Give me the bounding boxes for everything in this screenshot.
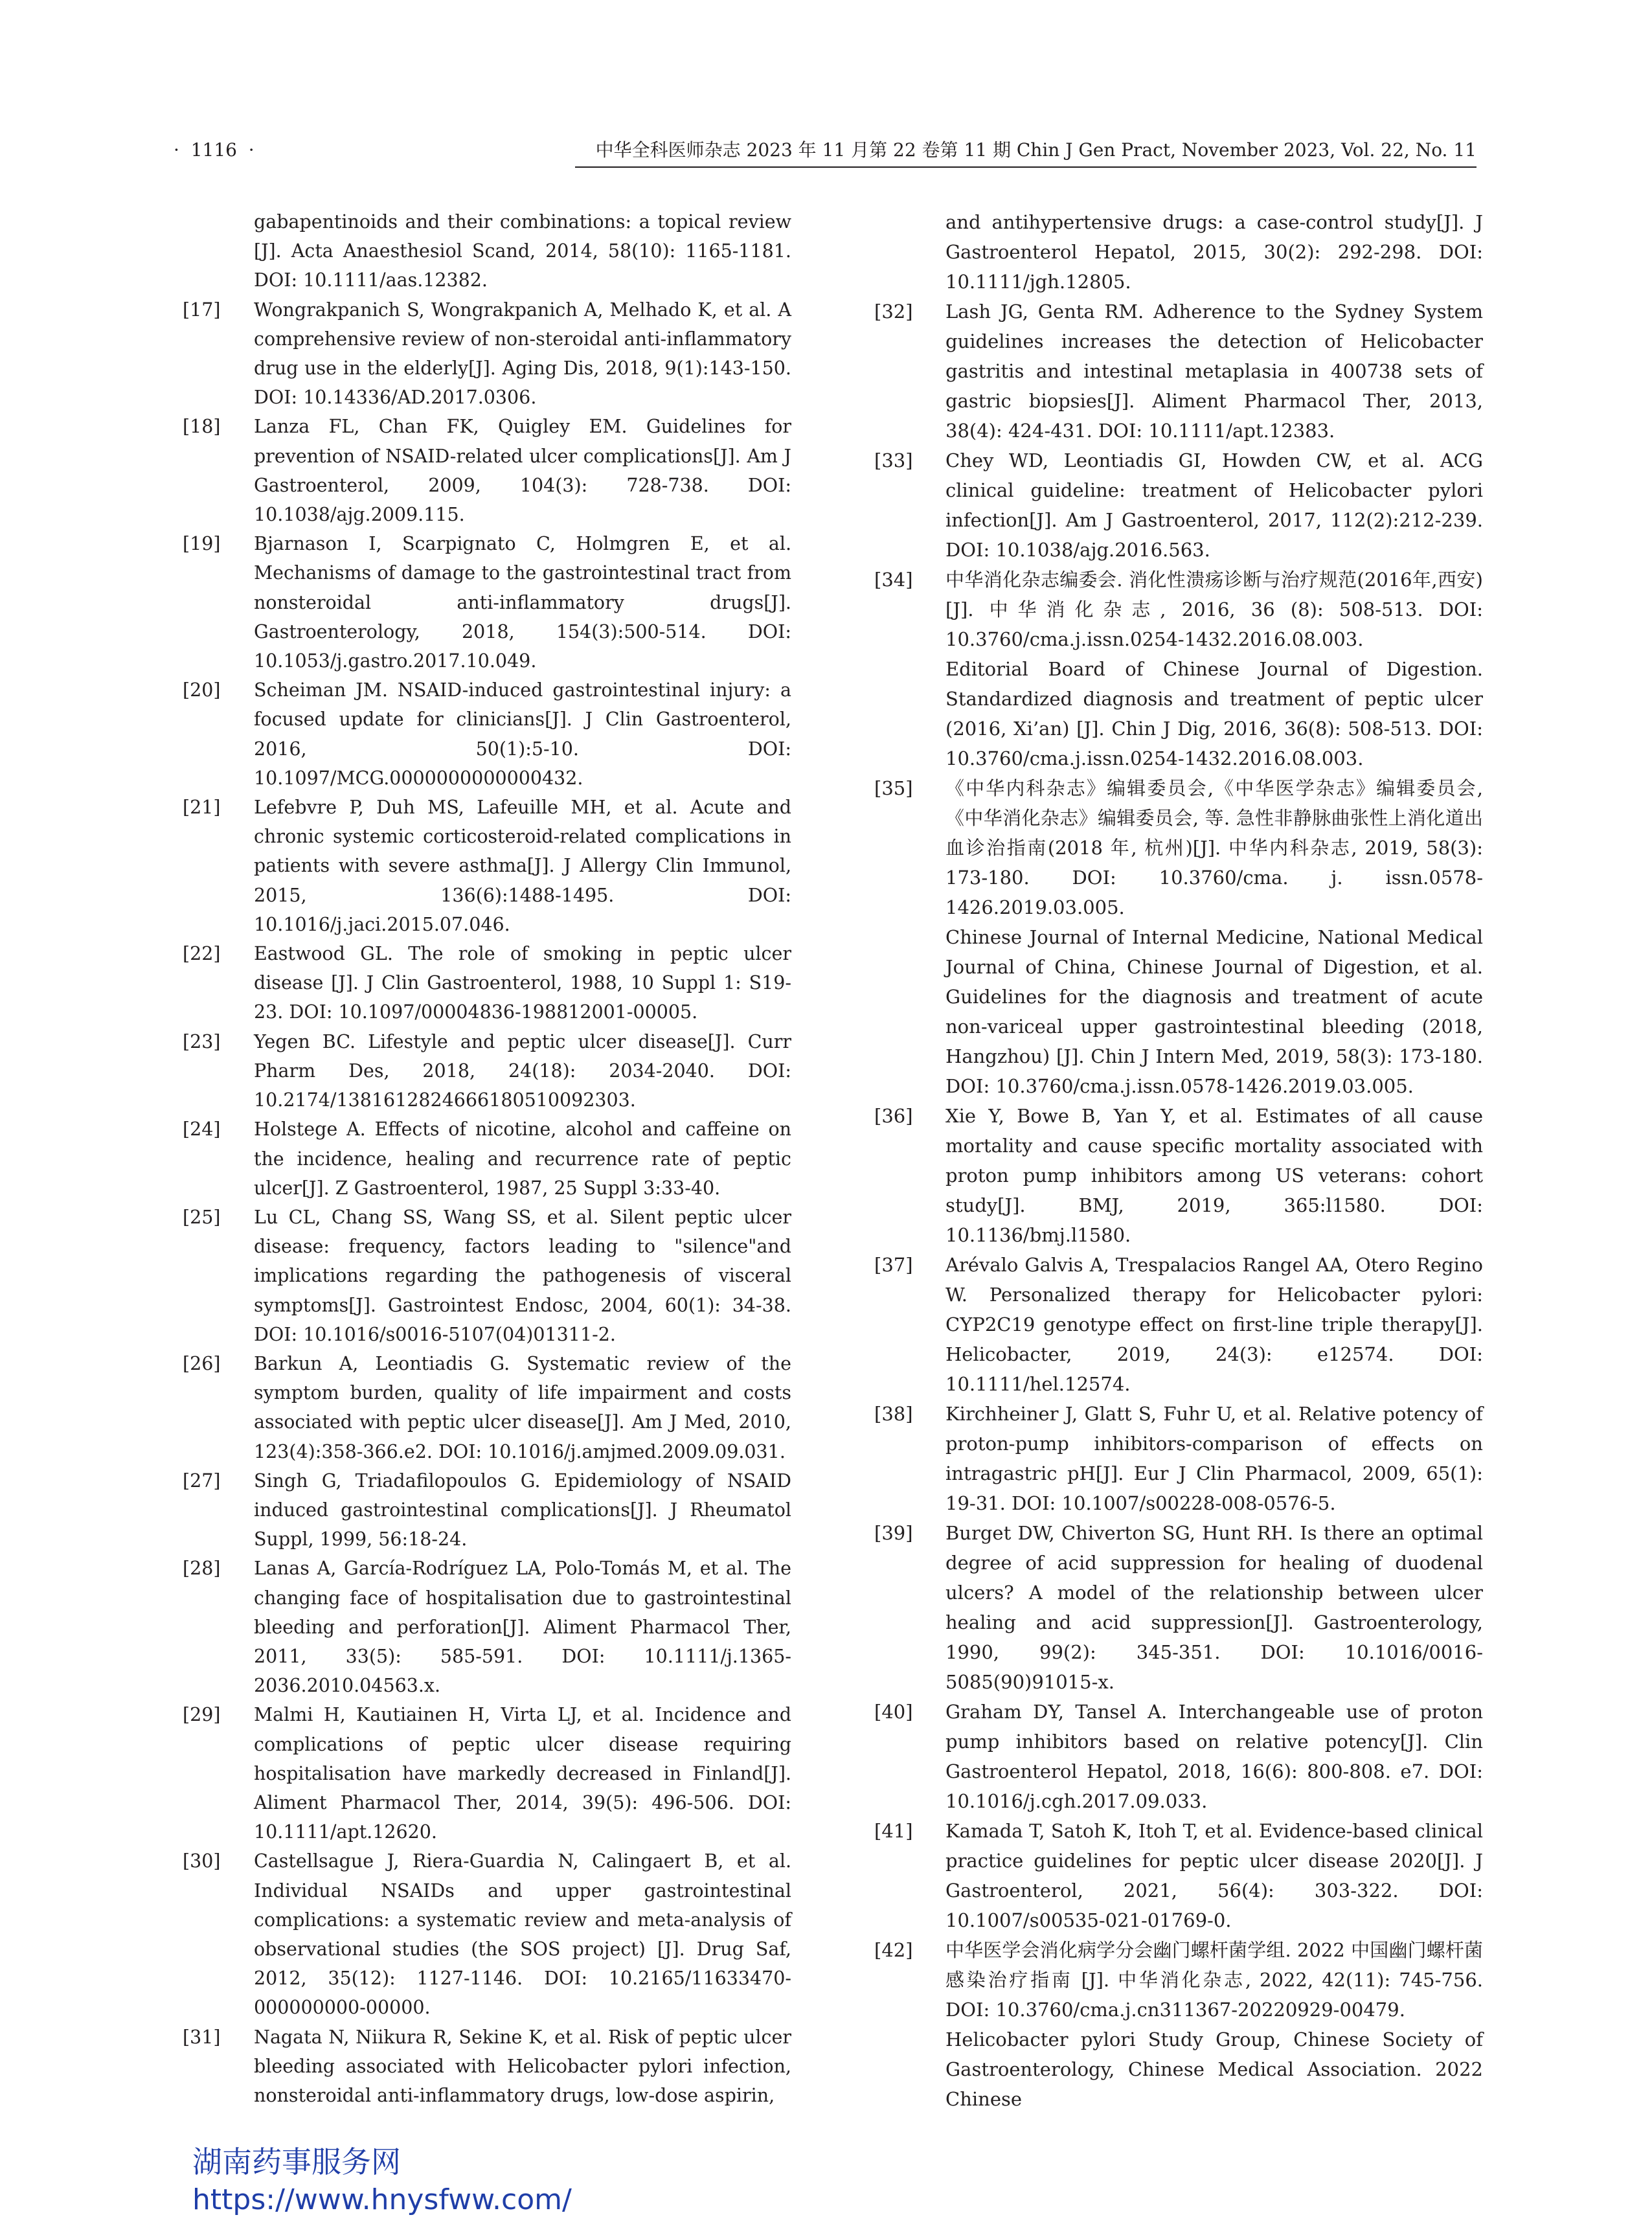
reference-item [874,1816,1483,1935]
reference-item [874,297,1483,446]
reference-number: [40] [874,1701,913,1723]
reference-item [874,1250,1483,1399]
reference-item [874,1518,1483,1697]
reference-item [183,1349,791,1466]
reference-text: Singh G, Triadafilopoulos G. Epidemiology of NSAID induced gastrointestinal complications[J]. J Rheumatol Suppl, 1999, 56:18-24. [254,1470,791,1550]
reference-item [183,1203,791,1349]
reference-continuation [874,207,1483,297]
reference-text: Chey WD, Leontiadis GI, Howden CW, et al. ACG clinical guideline: treatment of Helicobacter pylori infection[J]. Am J Gastroenterol, 2017, 112(2):212-239. DOI: 10.1038/ajg.2016.563. [945,449,1483,561]
header-rule [575,166,1477,168]
reference-text-block [254,1554,791,1700]
reference-text-block [254,1349,791,1466]
reference-text-block [945,1816,1483,1935]
references-left-column [183,207,791,2110]
reference-text-block [254,1700,791,1846]
reference-number: [29] [183,1704,221,1726]
reference-number: [36] [874,1105,913,1127]
reference-text-block [945,1518,1483,1697]
reference-text: Barkun A, Leontiadis G. Systematic review of the symptom burden, quality of life impairment and costs associated with peptic ulcer disease[J]. Am J Med, 2010, 123(4):358-366.e2. DOI: 10.1016/j.amjmed.2009.09.031. [254,1352,791,1462]
reference-item [874,773,1483,1101]
reference-text-block [945,1399,1483,1518]
reference-text-block [254,793,791,939]
reference-text: Lash JG, Genta RM. Adherence to the Sydney System guidelines increases the detection of Helicobacter gastritis and intestinal metaplasia in 400738 sets of gastric biopsies[J]. Aliment Pharmacol Ther, 2013, 38(4): 424-431. DOI: 10.1111/apt.12383. [945,301,1483,442]
reference-text: Bjarnason I, Scarpignato C, Holmgren E, et al. Mechanisms of damage to the gastrointestinal tract from nonsteroidal anti-inflammatory drugs[J]. Gastroenterology, 2018, 154(3):500-514. DOI: 10.1053/j.gastro.2017.10.049. [254,533,791,672]
reference-number: [30] [183,1850,221,1872]
reference-translation: Chinese Journal of Internal Medicine, National Medical Journal of China, Chinese Journal of Digestion, et al. Guidelines for the diagnosis and treatment of acute non-variceal upper gastrointestinal bleeding (2018, Hangzhou) [J]. Chin J Intern Med, 2019, 58(3): 173-180. DOI: 10.3760/cma.j.issn.0578-1426.2019.03.005. [945,926,1483,1097]
reference-text: Nagata N, Niikura R, Sekine K, et al. Risk of peptic ulcer bleeding associated with Helicobacter pylori infection, nonsteroidal anti-inflammatory drugs, low-dose aspirin, [254,2026,791,2106]
reference-text-block [945,1250,1483,1399]
reference-item [183,1115,791,1203]
reference-text-block [945,297,1483,446]
reference-item [183,939,791,1027]
reference-item [874,565,1483,773]
reference-text: Arévalo Galvis A, Trespalacios Rangel AA, Otero Regino W. Personalized therapy for Helicobacter pylori: CYP2C19 genotype effect on first-line triple therapy[J]. Helicobacter, 2019, 24(3): e12574. DOI: 10.1111/hel.12574. [945,1254,1483,1395]
reference-text-block [254,295,791,413]
reference-text-block [945,565,1483,773]
reference-text-block [254,939,791,1027]
reference-text-block [945,446,1483,565]
reference-text: Malmi H, Kautiainen H, Virta LJ, et al. Incidence and complications of peptic ulcer disease requiring hospitalisation have markedly decreased in Finland[J]. Aliment Pharmacol Ther, 2014, 39(5): 496-506. DOI: 10.1111/apt.12620. [254,1704,791,1843]
reference-text-block [254,1466,791,1554]
reference-text: 中华消化杂志编委会. 消化性溃疡诊断与治疗规范(2016年,西安) [J]. 中华消化杂志, 2016, 36 (8): 508-513. DOI: 10.3760/cma.j.issn.0254-1432.2016.08.003. [945,569,1483,650]
reference-item [183,295,791,413]
reference-number: [23] [183,1030,221,1052]
reference-text-block [254,412,791,529]
reference-number: [27] [183,1470,221,1492]
reference-number: [24] [183,1119,221,1141]
reference-number: [41] [874,1820,913,1842]
reference-text-block [254,1203,791,1349]
reference-text-block [945,207,1483,297]
reference-number: [33] [874,449,913,471]
reference-text-block [254,2023,791,2111]
reference-number: [22] [183,943,221,965]
reference-continuation [183,207,791,295]
reference-item [874,446,1483,565]
reference-text: Holstege A. Effects of nicotine, alcohol and caffeine on the incidence, healing and recurrence rate of peptic ulcer[J]. Z Gastroenterol, 1987, 25 Suppl 3:33-40. [254,1119,791,1199]
reference-text-block [254,1115,791,1203]
reference-number: [35] [874,777,913,799]
watermark-url[interactable]: https://www.hnysfww.com/ [192,2183,572,2216]
reference-number: [38] [874,1403,913,1425]
reference-number: [39] [874,1522,913,1544]
reference-text-block [945,1935,1483,2114]
reference-item [874,1935,1483,2114]
reference-number: [25] [183,1206,221,1228]
reference-text: Lefebvre P, Duh MS, Lafeuille MH, et al. Acute and chronic systemic corticosteroid-related complications in patients with severe asthma[J]. J Allergy Clin Immunol, 2015, 136(6):1488-1495. DOI: 10.1016/j.jaci.2015.07.046. [254,797,791,935]
reference-item [874,1399,1483,1518]
reference-item [874,1101,1483,1250]
reference-text: Wongrakpanich S, Wongrakpanich A, Melhado K, et al. A comprehensive review of non-steroidal anti-inflammatory drug use in the elderly[J]. Aging Dis, 2018, 9(1):143-150. DOI: 10.14336/AD.2017.0306. [254,299,791,409]
reference-text-block [945,1697,1483,1816]
reference-text-block [945,1101,1483,1250]
reference-number: [28] [183,1558,221,1580]
reference-item [183,1846,791,2022]
reference-number: [18] [183,416,221,438]
reference-number: [19] [183,533,221,555]
reference-number: [34] [874,569,913,591]
reference-translation: Editorial Board of Chinese Journal of Digestion. Standardized diagnosis and treatment of peptic ulcer (2016, Xi’an) [J]. Chin J Dig, 2016, 36(8): 508-513. DOI: 10.3760/cma.j.issn.0254-1432.2016.08.003. [945,658,1483,769]
reference-text: Lu CL, Chang SS, Wang SS, et al. Silent peptic ulcer disease: frequency, factors leading to "silence"and implications regarding the pathogenesis of visceral symptoms[J]. Gastrointest Endosc, 2004, 60(1): 34-38. DOI: 10.1016/s0016-5107(04)01311-2. [254,1206,791,1345]
reference-number: [21] [183,797,221,819]
reference-item [183,2023,791,2111]
reference-text: Lanza FL, Chan FK, Quigley EM. Guidelines for prevention of NSAID-related ulcer complications[J]. Am J Gastroenterol, 2009, 104(3): 728-738. DOI: 10.1038/ajg.2009.115. [254,416,791,526]
reference-text: gabapentinoids and their combinations: a topical review [J]. Acta Anaesthesiol Scand, 2014, 58(10): 1165-1181. DOI: 10.1111/aas.12382. [254,211,791,291]
reference-text-block [254,207,791,295]
reference-number: [26] [183,1352,221,1374]
page-number: · 1116 · [174,139,255,161]
reference-number: [32] [874,301,913,323]
watermark-site-name: 湖南药事服务网 [192,2144,401,2179]
reference-text: Kamada T, Satoh K, Itoh T, et al. Evidence-based clinical practice guidelines for peptic ulcer disease 2020[J]. J Gastroenterol, 2021, 56(4): 303-322. DOI: 10.1007/s00535-021-01769-0. [945,1820,1483,1931]
reference-text: Yegen BC. Lifestyle and peptic ulcer disease[J]. Curr Pharm Des, 2018, 24(18): 2034-2040. DOI: 10.2174/1381612824666180510092303. [254,1030,791,1111]
reference-item [183,412,791,529]
running-header [174,133,1477,168]
reference-text-block [945,773,1483,1101]
reference-number: [20] [183,679,221,701]
reference-text: Castellsague J, Riera-Guardia N, Calingaert B, et al. Individual NSAIDs and upper gastrointestinal complications: a systematic review and meta-analysis of observational studies (the SOS project) [J]. Drug Saf, 2012, 35(12): 1127-1146. DOI: 10.2165/11633470-000000000-00000. [254,1850,791,2019]
reference-item [183,529,791,676]
reference-item [183,1466,791,1554]
reference-text-block [254,1027,791,1115]
reference-text: Scheiman JM. NSAID-induced gastrointestinal injury: a focused update for clinicians[J]. J Clin Gastroenterol, 2016, 50(1):5-10. DOI: 10.1097/MCG.0000000000000432. [254,679,791,789]
reference-text: and antihypertensive drugs: a case-control study[J]. J Gastroenterol Hepatol, 2015, 30(2): 292-298. DOI: 10.1111/jgh.12805. [945,211,1483,293]
reference-number: [42] [874,1939,913,1961]
reference-text-block [254,676,791,793]
reference-item [183,793,791,939]
reference-text: Lanas A, García-Rodríguez LA, Polo-Tomás M, et al. The changing face of hospitalisation due to gastrointestinal bleeding and perforation[J]. Aliment Pharmacol Ther, 2011, 33(5): 585-591. DOI: 10.1111/j.1365-2036.2010.04563.x. [254,1558,791,1697]
reference-number: [31] [183,2026,221,2048]
reference-text: 中华医学会消化病学分会幽门螺杆菌学组. 2022 中国幽门螺杆菌感染治疗指南 [J]. 中华消化杂志, 2022, 42(11): 745-756. DOI: 10.3760/cma.j.cn311367-20220929-00479. [945,1939,1483,2021]
reference-text: Eastwood GL. The role of smoking in peptic ulcer disease [J]. J Clin Gastroenterol, 1988, 10 Suppl 1: S19-23. DOI: 10.1097/00004836-198812001-00005. [254,943,791,1023]
reference-text-block [254,1846,791,2022]
reference-text: Burget DW, Chiverton SG, Hunt RH. Is there an optimal degree of acid suppression for healing of duodenal ulcers? A model of the relationship between ulcer healing and acid suppression[J]. Gastroenterology, 1990, 99(2): 345-351. DOI: 10.1016/0016-5085(90)91015-x. [945,1522,1483,1693]
reference-number: [37] [874,1254,913,1276]
reference-item [183,676,791,793]
reference-item [183,1700,791,1846]
reference-text: 《中华内科杂志》编辑委员会,《中华医学杂志》编辑委员会,《中华消化杂志》编辑委员会, 等. 急性非静脉曲张性上消化道出血诊治指南(2018 年, 杭州)[J]. 中华内科杂志, 2019, 58(3): 173-180. DOI: 10.3760/cma. j. issn.0578-1426.2019.03.005. [945,777,1483,918]
references-right-column [874,207,1483,2114]
reference-text: Xie Y, Bowe B, Yan Y, et al. Estimates of all cause mortality and cause specific mortality associated with proton pump inhibitors among US veterans: cohort study[J]. BMJ, 2019, 365:l1580. DOI: 10.1136/bmj.l1580. [945,1105,1483,1246]
reference-number: [17] [183,299,221,321]
reference-translation: Helicobacter pylori Study Group, Chinese Society of Gastroenterology, Chinese Medical Association. 2022 Chinese [945,2028,1483,2110]
reference-item [874,1697,1483,1816]
reference-item [183,1554,791,1700]
reference-text: Kirchheiner J, Glatt S, Fuhr U, et al. Relative potency of proton-pump inhibitors-comparison of effects on intragastric pH[J]. Eur J Clin Pharmacol, 2009, 65(1): 19-31. DOI: 10.1007/s00228-008-0576-5. [945,1403,1483,1514]
reference-text: Graham DY, Tansel A. Interchangeable use of proton pump inhibitors based on relative potency[J]. Clin Gastroenterol Hepatol, 2018, 16(6): 800-808. e7. DOI: 10.1016/j.cgh.2017.09.033. [945,1701,1483,1812]
journal-citation: 中华全科医师杂志 2023 年 11 月第 22 卷第 11 期 Chin J Gen Pract, November 2023, Vol. 22, No. 11 [595,139,1477,161]
reference-item [183,1027,791,1115]
reference-text-block [254,529,791,676]
